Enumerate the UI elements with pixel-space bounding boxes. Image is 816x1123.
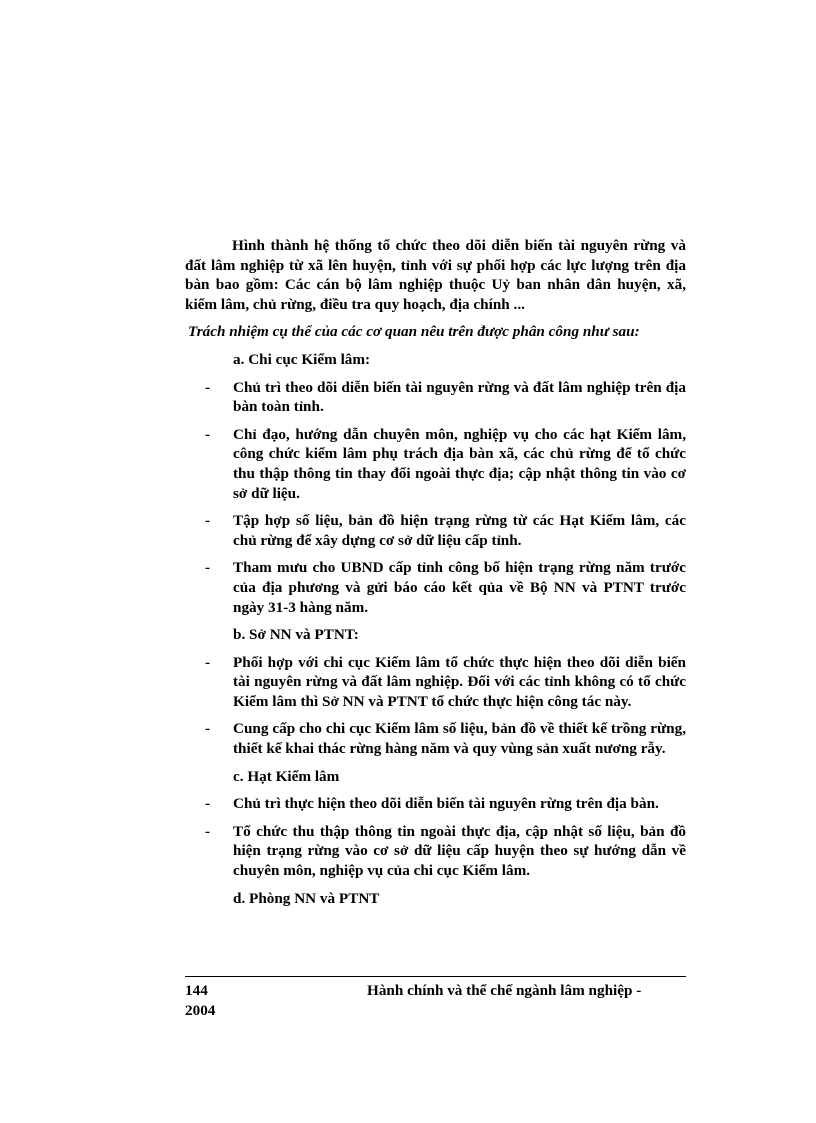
list-item-text: Tham mưu cho UBND cấp tỉnh công bố hiện trạng rừng năm trước của địa phương và gửi báo cáo kết qủa về Bộ NN và PTNT trước ngày 31-3 hàng năm.: [233, 559, 686, 616]
footer-divider: [185, 976, 686, 977]
list-item: [185, 425, 686, 503]
section-heading: b. Sở NN và PTNT:: [233, 626, 359, 644]
dash-bullet: -: [205, 822, 211, 840]
section-b: [185, 625, 686, 759]
dash-bullet: -: [205, 559, 211, 577]
book-title: Hành chính và thể chế ngành lâm nghiệp -: [367, 982, 642, 999]
list-item-text: Chỉ đạo, hướng dẫn chuyên môn, nghiệp vụ cho các hạt Kiểm lâm, công chức kiểm lâm phụ trách địa bàn xã, các chủ rừng để tổ chức thu thập thông tin thay đổi ngoài thực địa; cập nhật thông tin vào cơ sở dữ liệu.: [233, 425, 686, 502]
responsibility-paragraph: Trách nhiệm cụ thể của các cơ quan nêu trên được phân công như sau:: [188, 323, 640, 341]
section-d: [185, 889, 686, 909]
list-item-text: Tổ chức thu thập thông tin ngoài thực địa, cập nhật số liệu, bản đồ hiện trạng rừng vào cơ sở dữ liệu cấp huyện theo sự hướng dẫn về chuyên môn, nghiệp vụ của chi cục Kiểm lâm.: [233, 822, 686, 880]
list-item-text: Chủ trì theo dõi diễn biến tài nguyên rừng và đất lâm nghiệp trên địa bàn toàn tỉnh.: [233, 378, 686, 416]
dash-bullet: -: [205, 653, 211, 671]
list-item: [185, 378, 686, 417]
dash-bullet: -: [205, 378, 211, 396]
list-item: [185, 511, 686, 550]
dash-bullet: -: [205, 425, 211, 443]
page-body: [185, 236, 686, 916]
list-item-text: Chủ trì thực hiện theo dõi diễn biến tài nguyên rừng trên địa bàn.: [233, 795, 659, 813]
section-c: [185, 767, 686, 881]
section-a: [185, 350, 686, 617]
intro-paragraph: Hình thành hệ thống tổ chức theo dõi diễn biến tài nguyên rừng và đất lâm nghiệp từ xã lên huyện, tỉnh với sự phối hợp các lực lượng trên địa bàn bao gồm: Các cán bộ lâm nghiệp thuộc Uỷ ban nhân dân huyện, xã, kiểm lâm, chủ rừng, điều tra quy hoạch, địa chính ...: [185, 237, 686, 313]
list-item: [185, 822, 686, 881]
dash-bullet: -: [205, 795, 211, 813]
dash-bullet: -: [205, 720, 211, 738]
publication-year: 2004: [185, 1002, 216, 1019]
section-heading: c. Hạt Kiểm lâm: [233, 767, 340, 785]
list-item-text: Cung cấp cho chi cục Kiểm lâm số liệu, bản đồ về thiết kế trồng rừng, thiết kế khai thác rừng hàng năm và quy vùng sản xuất nương rẫy.: [233, 720, 686, 758]
list-item: [185, 719, 686, 758]
list-item: [185, 794, 686, 814]
page-number: 144: [185, 982, 208, 999]
section-heading: a. Chi cục Kiểm lâm:: [233, 350, 371, 368]
list-item-text: Phối hợp với chi cục Kiểm lâm tổ chức thực hiện theo dõi diễn biến tài nguyên rừng và đất lâm nghiệp. Đối với các tỉnh không có tổ chức Kiểm lâm thì Sở NN và PTNT tổ chức thực hiện công tác này.: [233, 653, 686, 710]
list-item: [185, 653, 686, 712]
list-item-text: Tập hợp số liệu, bản đồ hiện trạng rừng từ các Hạt Kiểm lâm, các chủ rừng để xây dựng cơ sở dữ liệu cấp tỉnh.: [233, 512, 686, 549]
section-heading: d. Phòng NN và PTNT: [233, 889, 380, 907]
dash-bullet: -: [205, 512, 211, 530]
list-item: [185, 558, 686, 617]
